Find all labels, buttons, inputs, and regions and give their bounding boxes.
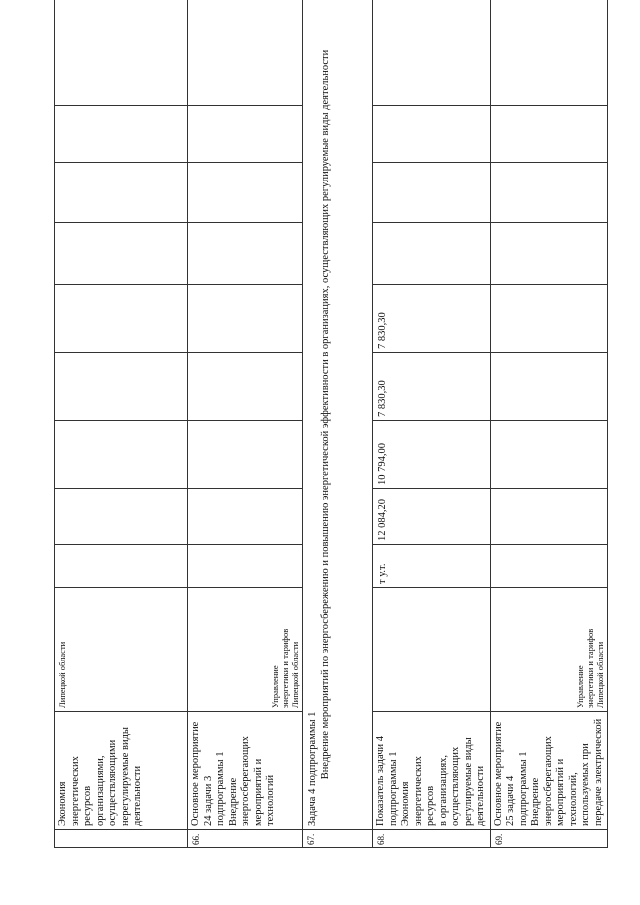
cell-value: 7 830,30 xyxy=(373,285,491,353)
row-number: 69. xyxy=(490,830,608,848)
cell-empty xyxy=(55,0,188,106)
cell-empty xyxy=(188,163,303,223)
cell-empty xyxy=(55,163,188,223)
row-number: 67. xyxy=(303,830,373,848)
cell-empty xyxy=(490,489,608,545)
row-number: 66. xyxy=(188,830,303,848)
table-row-continuation xyxy=(55,0,188,848)
cell-responsible-69: Управление энергетики и тарифов Липецкой области xyxy=(490,588,608,712)
row-number: 68. xyxy=(373,830,491,848)
cell-empty xyxy=(55,285,188,353)
cell-empty xyxy=(55,223,188,285)
cell-responsible-66: Управление энергетики и тарифов Липецкой области xyxy=(188,588,303,712)
cell-empty xyxy=(188,285,303,353)
cell-empty xyxy=(490,106,608,163)
cell-empty xyxy=(490,223,608,285)
cell-num-cont xyxy=(55,830,188,848)
table-row-66 xyxy=(188,0,303,848)
cell-responsible-68 xyxy=(373,588,491,712)
cell-empty xyxy=(55,489,188,545)
cell-empty xyxy=(188,421,303,489)
cell-name-cont: Экономия энергетических ресурсов организациями, осуществляющими нерегулируемые виды деятельности xyxy=(55,712,188,830)
table-row-68 xyxy=(373,0,491,848)
cell-value: 7 830,30 xyxy=(373,353,491,421)
cell-empty xyxy=(188,223,303,285)
cell-empty xyxy=(373,223,491,285)
cell-empty xyxy=(55,353,188,421)
task-title: Задача 4 подпрограммы 1 xyxy=(307,711,318,826)
cell-unit-68: т у.т. xyxy=(373,545,491,588)
table-row-67 xyxy=(303,0,373,848)
cell-empty xyxy=(55,421,188,489)
cell-responsible-cont: Липецкой области xyxy=(55,588,188,712)
program-table xyxy=(54,0,608,848)
cell-empty xyxy=(490,163,608,223)
cell-empty xyxy=(490,545,608,588)
cell-name-68: Показатель задачи 4 подпрограммы 1 Экономия энергетических ресурсов в организациях, осуществляющих регулируемые виды деятельности xyxy=(373,712,491,830)
task-text: Внедрение мероприятий по энергосбережению и повышению энергетической эффективности в организациях, осуществляющих регулируемые виды деятельности xyxy=(320,49,331,780)
cell-empty xyxy=(188,0,303,106)
cell-empty xyxy=(188,489,303,545)
cell-unit-cont xyxy=(55,545,188,588)
table-row-69 xyxy=(490,0,608,848)
cell-empty xyxy=(490,353,608,421)
cell-name-66: Основное мероприятие 24 задачи 3 подпрограммы 1 Внедрение энергосберегающих мероприятий и технологий xyxy=(188,712,303,830)
rotated-table-container xyxy=(54,20,605,848)
cell-value: 12 084,20 xyxy=(373,489,491,545)
cell-value: 10 794,00 xyxy=(373,421,491,489)
cell-empty xyxy=(490,285,608,353)
cell-empty xyxy=(188,545,303,588)
cell-empty xyxy=(490,421,608,489)
cell-name-69: Основное мероприятие 25 задачи 4 подпрограммы 1 Внедрение энергосберегающих мероприятий и технологий, используемых при передаче электрической xyxy=(490,712,608,830)
cell-empty xyxy=(188,353,303,421)
cell-empty xyxy=(373,0,491,106)
cell-empty xyxy=(373,163,491,223)
cell-empty xyxy=(373,106,491,163)
cell-empty xyxy=(490,0,608,106)
task-4-cell xyxy=(303,0,373,830)
cell-empty xyxy=(55,106,188,163)
cell-empty xyxy=(188,106,303,163)
